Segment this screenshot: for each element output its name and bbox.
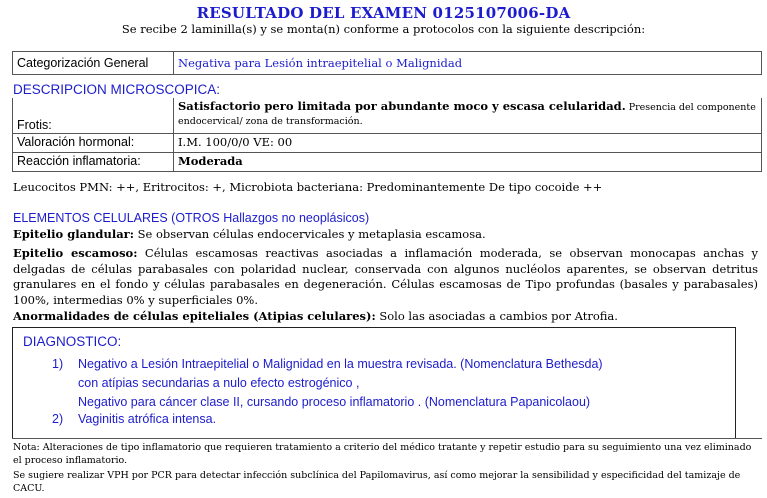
note-hpv-suggestion: Se sugiere realizar VPH por PCR para detectar infección subclínica del Papilomavirus, así como mejorar la sensibilidad y especificidad del tamizaje de CACU.: [13, 470, 741, 494]
squamous-epithelium-text: Células escamosas reactivas asociadas a inflamación moderada, se observan monocapas anchas y delgadas de células parabasales con polaridad nuclear, conservada con algunos nucléolos aparentes, se observan detritus granulares en el fondo y células parabasales en degeneración. Células escamosas de Tipo profundas (basales y parabasales) 100%, intermedias 0% y superficiales 0%.: [13, 246, 758, 307]
diagnosis-item-1-number: 1): [52, 357, 64, 371]
squamous-epithelium-paragraph: [13, 246, 758, 308]
diagnosis-item-2-number: 2): [52, 412, 64, 426]
glandular-epithelium-label: Epitelio glandular:: [13, 227, 134, 241]
frotis-label: Frotis:: [13, 98, 174, 134]
report-title: RESULTADO DEL EXAMEN 0125107006-DA: [196, 4, 571, 22]
epithelial-abnormalities-label: Anormalidades de células epiteliales (Atipias celulares):: [13, 309, 376, 323]
microscopic-table: [12, 98, 762, 172]
epithelial-abnormalities-paragraph: [13, 309, 758, 325]
glandular-epithelium-text: Se observan células endocervicales y metaplasia escamosa.: [133, 227, 486, 241]
frotis-value-detail: Presencia del componente endocervical/ zona de transformación.: [178, 102, 756, 127]
diagnosis-box: [12, 327, 736, 439]
squamous-epithelium-label: Epitelio escamoso:: [13, 246, 138, 260]
inflammation-value: [174, 153, 762, 172]
diagnosis-item-1-line-1: Negativo a Lesión Intraepitelial o Malignidad en la muestra revisada. (Nomenclatura Bethesda): [78, 357, 603, 371]
inflammation-row: [13, 153, 762, 172]
leukocytes-line: Leucocitos PMN: ++, Eritrocitos: +, Microbiota bacteriana: Predominantemente De tipo cocoide ++: [13, 180, 603, 194]
hormonal-label: Valoración hormonal:: [13, 134, 174, 153]
diagnosis-item-2-line-1: Vaginitis atrófica intensa.: [78, 412, 217, 426]
categorization-row: [13, 52, 762, 75]
diagnosis-item-1-line-2: con atípias secundarias a nulo efecto estrogénico ,: [78, 376, 360, 390]
report-subtitle: Se recibe 2 laminilla(s) y se monta(n) conforme a protocolos con la siguiente descripción:: [121, 22, 646, 36]
inflammation-label: Reacción inflamatoria:: [13, 153, 174, 172]
frotis-value-main: Satisfactorio pero limitada por abundante moco y escasa celularidad.: [178, 99, 626, 113]
inflammation-value-text: Moderada: [178, 154, 243, 168]
categorization-label: Categorización General: [13, 52, 174, 75]
categorization-table: [12, 51, 762, 75]
epithelial-abnormalities-text: Solo las asociadas a cambios por Atrofia.: [375, 309, 618, 323]
glandular-epithelium-paragraph: [13, 227, 758, 243]
cellular-elements-heading: ELEMENTOS CELULARES (OTROS Hallazgos no neoplásicos): [13, 211, 370, 225]
diagnosis-heading: DIAGNOSTICO:: [23, 334, 122, 349]
microscopic-description-heading: DESCRIPCION MICROSCOPICA:: [13, 82, 221, 97]
diagnosis-item-1-line-3: Negativo para cáncer clase II, cursando proceso inflamatorio . (Nomenclatura Papanicolaou): [78, 395, 591, 409]
notes-divider: [12, 438, 762, 439]
frotis-row: [13, 98, 762, 134]
note-inflammatory: Nota: Alteraciones de tipo inflamatorio que requieren tratamiento a criterio del médico tratante y repetir estudio para su seguimiento una vez eliminado el proceso inflamatorio.: [13, 442, 752, 466]
frotis-value: [174, 98, 762, 134]
categorization-value: Negativa para Lesión intraepitelial o Malignidad: [174, 52, 762, 75]
hormonal-value: I.M. 100/0/0 VE: 00: [174, 134, 762, 153]
hormonal-row: [13, 134, 762, 153]
